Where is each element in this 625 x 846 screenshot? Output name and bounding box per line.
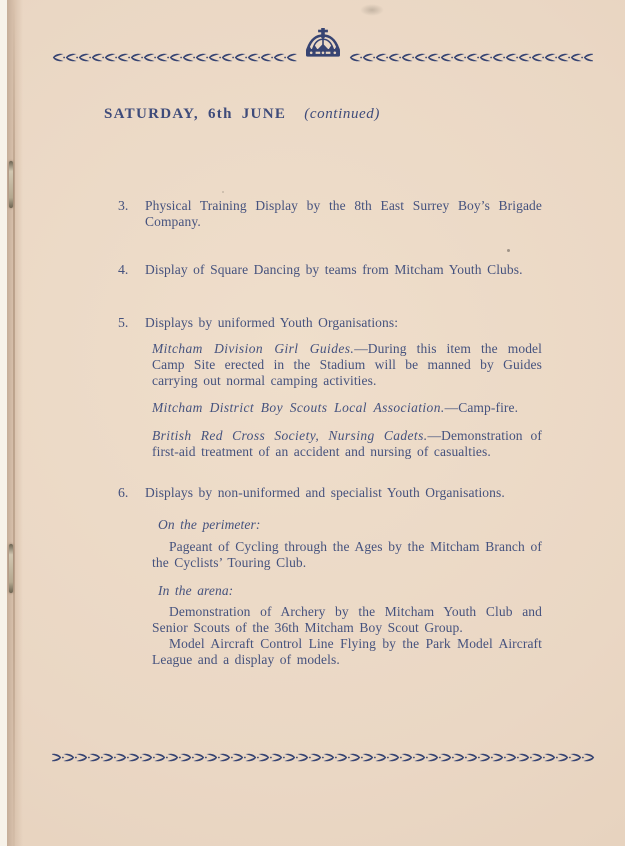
organisation-name: British Red Cross Society, Nursing Cadets.	[152, 428, 428, 443]
item-number: 4.	[118, 262, 129, 277]
organisation-name: Mitcham Division Girl Guides.	[152, 341, 355, 356]
organisation-description: —Camp-fire.	[444, 400, 519, 415]
item-text: Displays by uniformed Youth Organisations:	[145, 315, 399, 330]
page-edge-highlight	[0, 0, 7, 846]
section-heading-arena: In the arena:	[158, 583, 234, 598]
smudge-mark	[360, 4, 384, 16]
heading-date: SATURDAY, 6th JUNE	[104, 106, 287, 122]
item-text: Physical Training Display by the 8th East Surrey Boy’s Brigade Company.	[145, 198, 542, 229]
leaf-ornament-rule	[349, 53, 594, 62]
staple	[9, 544, 13, 593]
paper-speck	[507, 249, 510, 252]
staple	[9, 161, 13, 208]
programme-item-3	[118, 198, 542, 230]
binding-crease	[13, 0, 15, 846]
programme-item-5	[118, 315, 542, 460]
programme-item-6	[118, 485, 542, 668]
organisation-description: —During this item the model Camp Site erected in the Stadium will be manned by Guides carrying out normal camping activities.	[152, 341, 542, 388]
item-number: 5.	[118, 315, 129, 330]
programme-item-4	[118, 262, 542, 278]
sub-item-red-cross	[152, 428, 542, 460]
organisation-description: —Demonstration of first-aid treatment of an accident and nursing of casualties.	[152, 428, 542, 459]
binding-shadow	[7, 0, 23, 846]
item-text: Display of Square Dancing by teams from Mitcham Youth Clubs.	[145, 262, 523, 277]
paper-speck	[222, 191, 224, 193]
heading-continued-note: (continued)	[304, 106, 380, 122]
item-text: Displays by non-uniformed and specialist Youth Organisations.	[145, 485, 505, 500]
leaf-ornament-rule	[52, 753, 595, 762]
section-heading-perimeter: On the perimeter:	[158, 517, 261, 532]
ornamental-border-top	[52, 28, 593, 62]
sub-item-girl-guides	[152, 341, 542, 389]
organisation-name: Mitcham District Boy Scouts Local Association.	[152, 400, 445, 415]
crown-icon	[304, 28, 342, 62]
leaf-ornament-rule	[52, 53, 297, 62]
item-number: 3.	[118, 198, 129, 213]
ornamental-border-bottom	[52, 753, 595, 762]
sub-item-boy-scouts	[152, 400, 542, 416]
page-title	[104, 106, 380, 123]
section-paragraph: Pageant of Cycling through the Ages by the Mitcham Branch of the Cyclists’ Touring Club.	[152, 539, 542, 570]
section-paragraph: Demonstration of Archery by the Mitcham Youth Club and Senior Scouts of the 36th Mitcham Boy Scout Group.	[152, 604, 542, 635]
section-paragraph: Model Aircraft Control Line Flying by the Park Model Aircraft League and a display of models.	[152, 636, 542, 667]
item-number: 6.	[118, 485, 129, 500]
